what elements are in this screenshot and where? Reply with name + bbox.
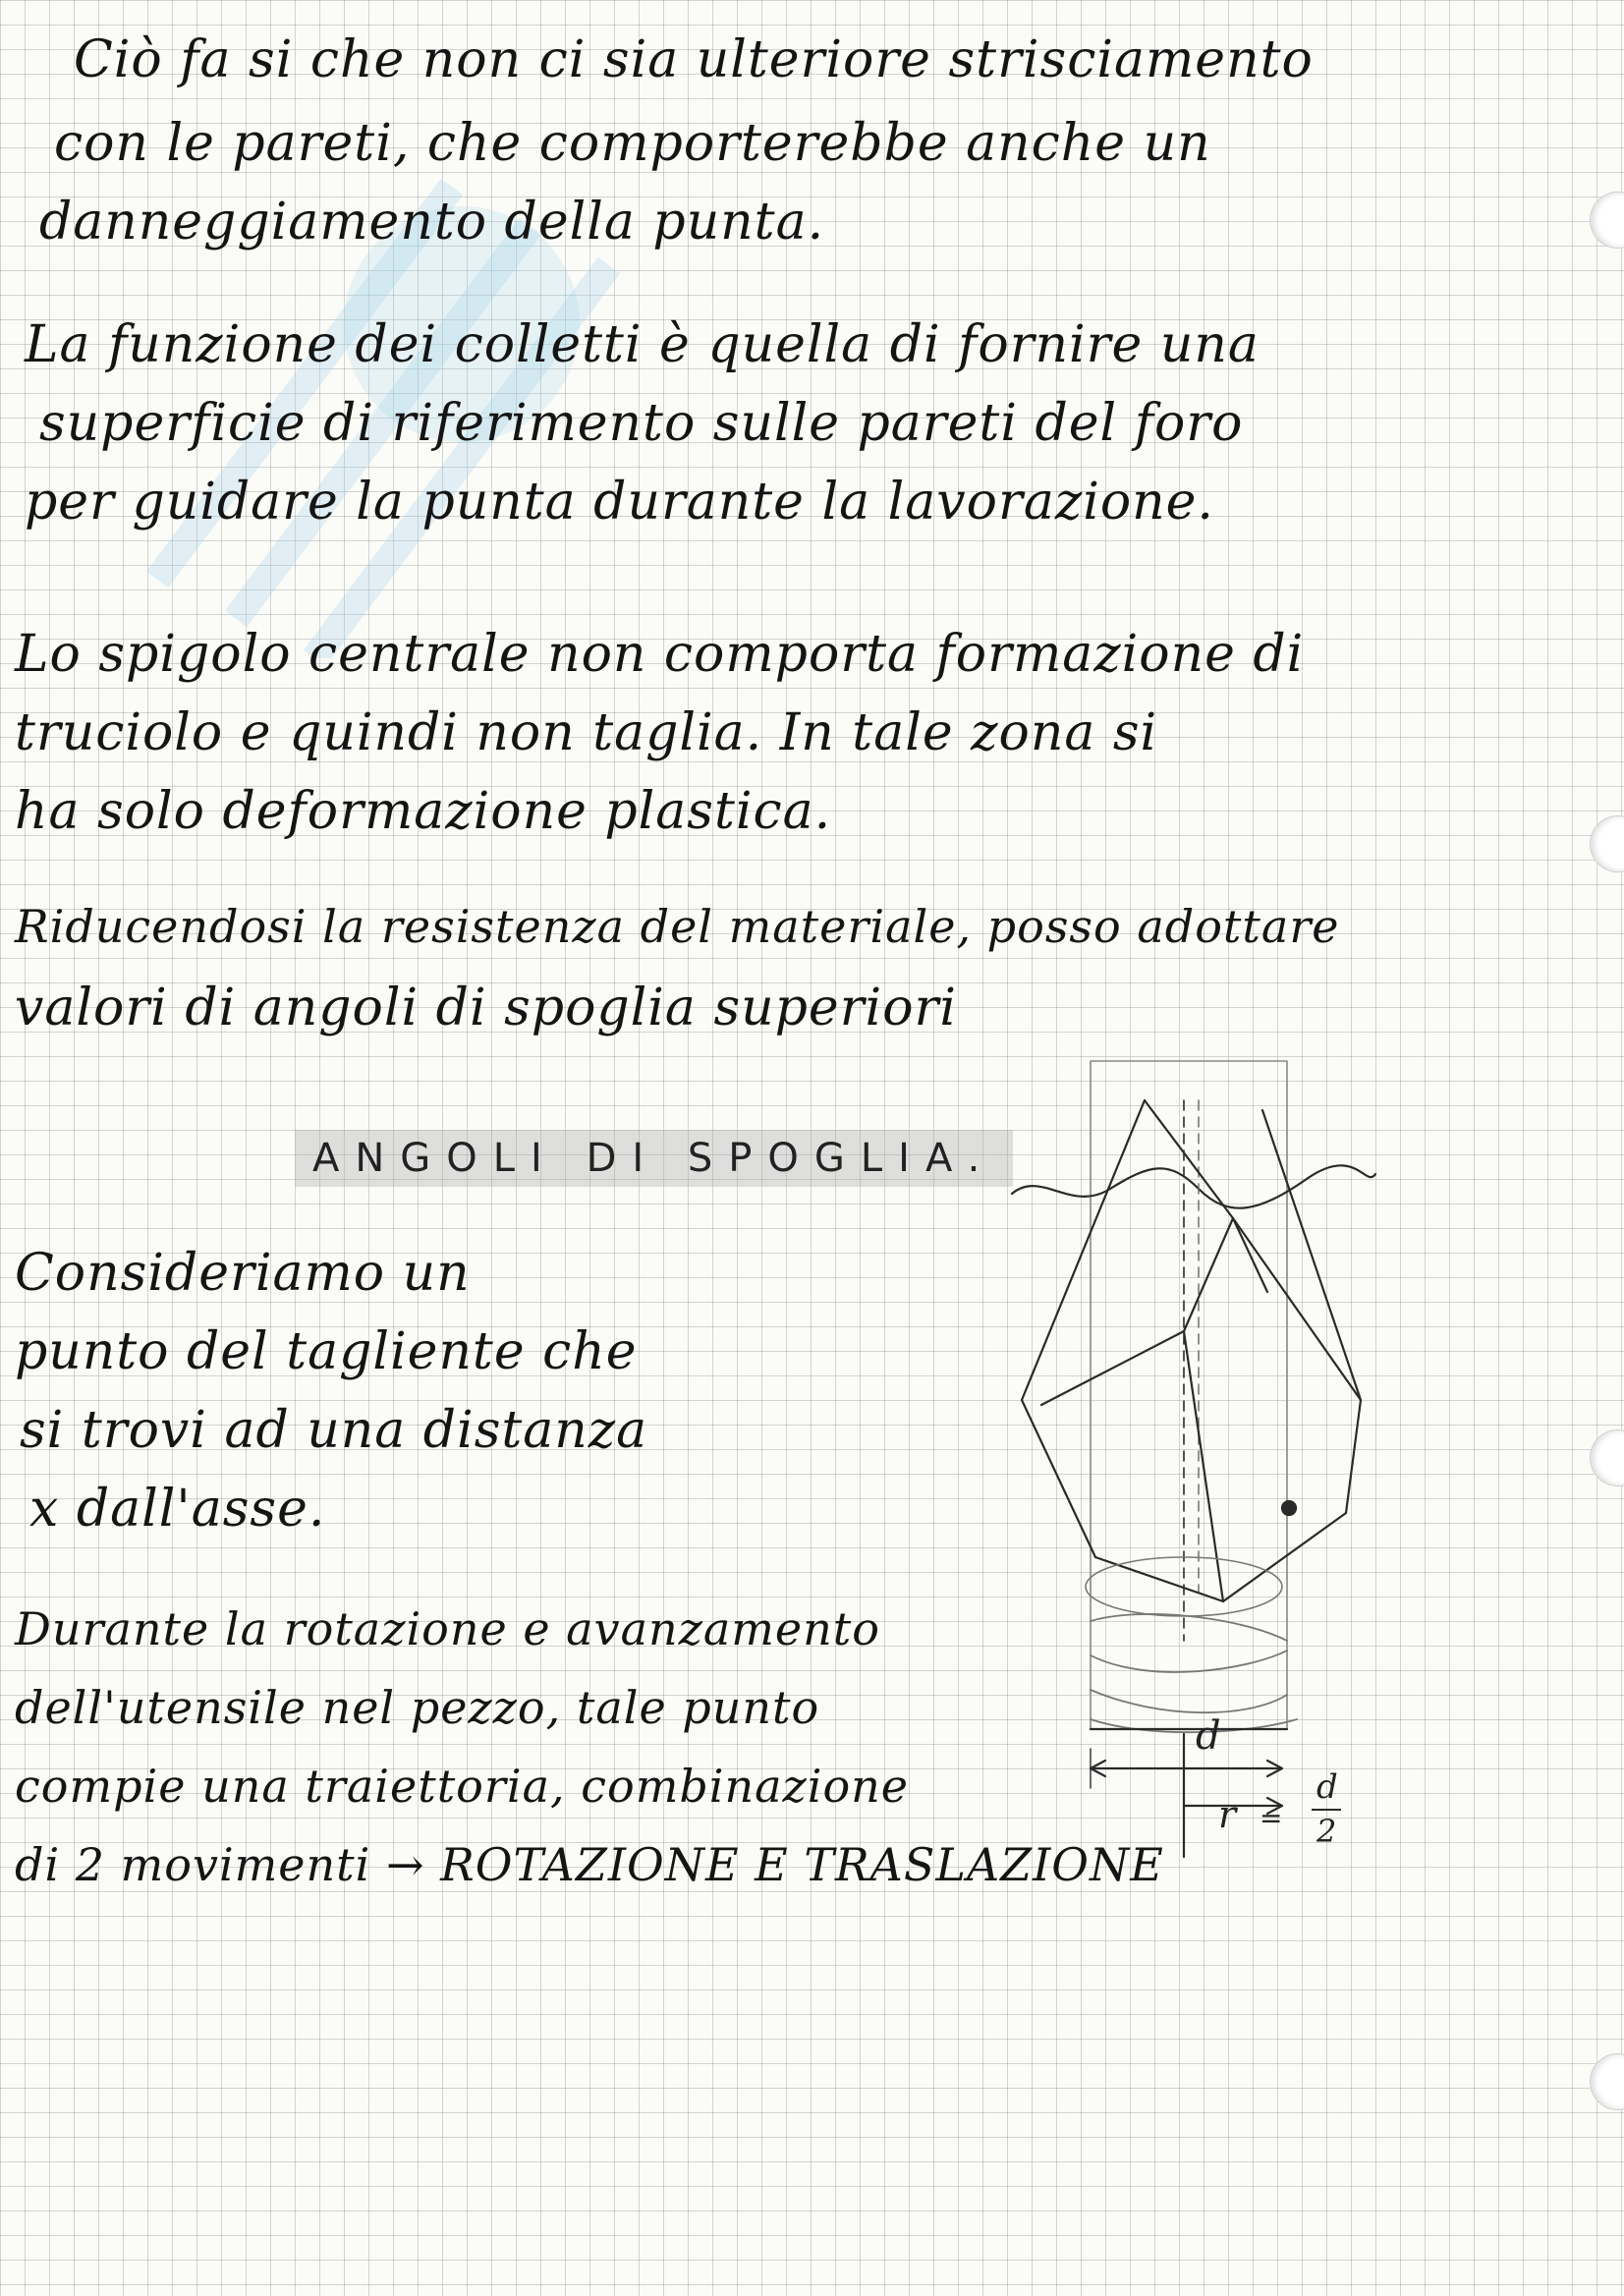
- label-frac-den: 2: [1316, 1813, 1337, 1850]
- text-line: Lo spigolo centrale non comporta formazione di: [15, 625, 1305, 684]
- text-line: Riducendosi la resistenza del materiale, posso adottare: [15, 900, 1340, 953]
- text-line: Ciò fa si che non ci sia ulteriore strisciamento: [74, 30, 1314, 89]
- text-line: dell'utensile nel pezzo, tale punto: [15, 1681, 820, 1734]
- text-line: x dall'asse.: [29, 1480, 326, 1539]
- text-line: danneggiamento della punta.: [39, 193, 825, 252]
- text-line: La funzione dei colletti è quella di fornire una: [25, 315, 1260, 374]
- label-d: d: [1196, 1713, 1221, 1759]
- helix: [1091, 1614, 1297, 1732]
- break-line: [1012, 1165, 1375, 1207]
- text-line: truciolo e quindi non taglia. In tale zona si: [15, 703, 1158, 762]
- binder-hole: [1590, 1429, 1624, 1486]
- label-r: r: [1218, 1793, 1237, 1836]
- label-frac-num: d: [1316, 1767, 1338, 1807]
- cutting-point: [1282, 1501, 1296, 1515]
- binder-hole: [1590, 815, 1624, 872]
- text-line: Consideriamo un: [15, 1244, 471, 1303]
- text-line: compie una traiettoria, combinazione: [15, 1760, 910, 1813]
- text-line: punto del tagliente che: [15, 1322, 638, 1381]
- text-line: con le pareti, che comporterebbe anche un: [54, 114, 1211, 173]
- text-line: superficie di riferimento sulle pareti del foro: [39, 394, 1244, 453]
- text-line: Durante la rotazione e avanzamento: [15, 1602, 880, 1655]
- text-line: per guidare la punta durante la lavorazione.: [25, 473, 1214, 532]
- section-heading: ANGOLI DI SPOGLIA.: [295, 1130, 1013, 1187]
- text-line: si trovi ad una distanza: [20, 1401, 648, 1460]
- text-line: ha solo deformazione plastica.: [15, 782, 832, 841]
- binder-hole: [1590, 2053, 1624, 2110]
- binder-hole: [1590, 192, 1624, 249]
- drill-tip-diagram: [982, 1041, 1405, 1867]
- text-line: di 2 movimenti → ROTAZIONE E TRASLAZIONE: [15, 1838, 1164, 1891]
- label-eq: =: [1260, 1802, 1283, 1834]
- text-line: valori di angoli di spoglia superiori: [15, 979, 957, 1037]
